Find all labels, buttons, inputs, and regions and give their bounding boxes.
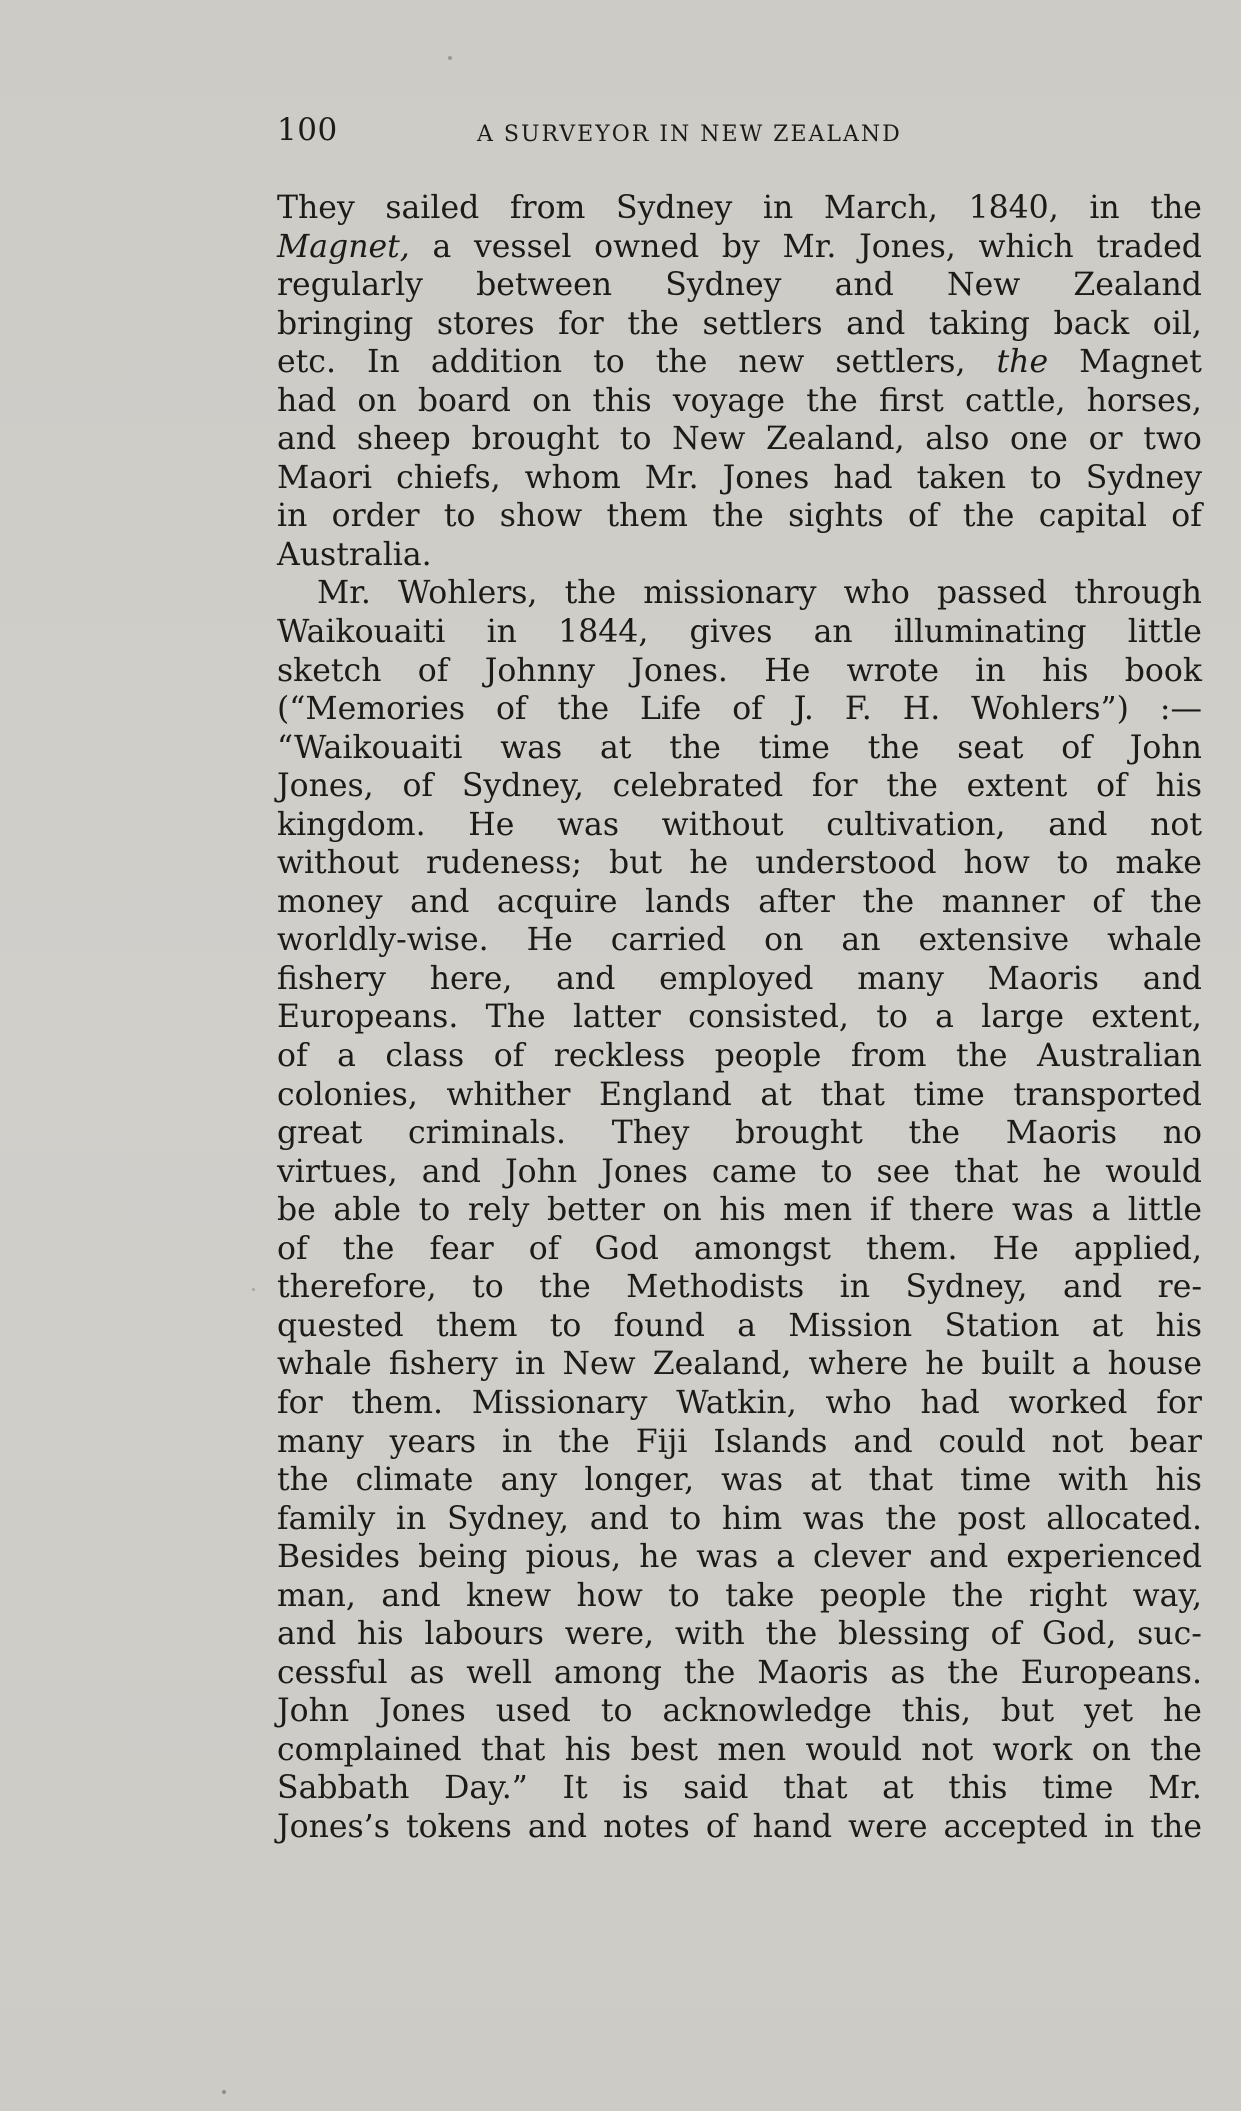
text-line: regularly between Sydney and New Zealand: [277, 267, 1202, 304]
text-line: “Waikouaiti was at the time the seat of John: [277, 729, 1202, 766]
text-line: virtues, and John Jones came to see that he would: [277, 1153, 1202, 1190]
text-line: of a class of reckless people from the Australian: [277, 1038, 1202, 1075]
text-line: bringing stores for the settlers and taking back oil,: [277, 305, 1202, 342]
text-line: be able to rely better on his men if there was a little: [277, 1192, 1202, 1229]
text-line: sketch of Johnny Jones. He wrote in his book: [277, 652, 1202, 689]
text-line: (“Memories of the Life of J. F. H. Wohlers”) :—: [277, 691, 1202, 728]
text-line: whale fishery in New Zealand, where he built a house: [277, 1346, 1202, 1383]
text-line: John Jones used to acknowledge this, but yet he: [277, 1693, 1202, 1730]
text-line: Australia.: [277, 536, 432, 573]
page-header: [277, 112, 1202, 152]
text-line: Besides being pious, he was a clever and experienced: [277, 1539, 1202, 1576]
paper-speck: [222, 2090, 226, 2094]
text-line: Sabbath Day.” It is said that at this time Mr.: [277, 1770, 1202, 1807]
text-line: Jones’s tokens and notes of hand were accepted in the: [277, 1808, 1202, 1845]
text-line: for them. Missionary Watkin, who had worked for: [277, 1384, 1202, 1421]
text-line: Maori chiefs, whom Mr. Jones had taken to Sydney: [277, 459, 1202, 496]
running-head: A SURVEYOR IN NEW ZEALAND: [477, 122, 902, 147]
text-line: They sailed from Sydney in March, 1840, in the: [277, 190, 1202, 226]
text-line: many years in the Fiji Islands and could not bear: [277, 1423, 1202, 1460]
text-line: Waikouaiti in 1844, gives an illuminating little: [277, 614, 1202, 651]
paper-speck: [252, 1288, 255, 1291]
text-line: family in Sydney, and to him was the post allocated.: [277, 1500, 1202, 1537]
text-line: great criminals. They brought the Maoris no: [277, 1115, 1202, 1152]
text-line: of the fear of God amongst them. He applied,: [277, 1230, 1202, 1267]
text-line: fishery here, and employed many Maoris and: [277, 960, 1202, 997]
text-line: money and acquire lands after the manner of the: [277, 883, 1202, 920]
text-line: Jones, of Sydney, celebrated for the extent of his: [277, 768, 1202, 805]
paper-speck: [448, 56, 452, 60]
page-number: 100: [277, 112, 338, 148]
text-line: complained that his best men would not work on the: [277, 1731, 1202, 1768]
text-line: etc. In addition to the new settlers, the Magnet: [277, 344, 1202, 381]
text-line: man, and knew how to take people the right way,: [277, 1577, 1202, 1614]
text-line: Europeans. The latter consisted, to a large extent,: [277, 999, 1202, 1036]
text-line: in order to show them the sights of the capital of: [277, 498, 1202, 535]
body-text: [277, 189, 1202, 1847]
text-line: colonies, whither England at that time transported: [277, 1076, 1202, 1113]
text-line: and sheep brought to New Zealand, also one or two: [277, 421, 1202, 458]
text-line: without rudeness; but he understood how to make: [277, 845, 1202, 882]
text-line: and his labours were, with the blessing of God, suc-: [277, 1616, 1202, 1653]
text-line: cessful as well among the Maoris as the Europeans.: [277, 1654, 1202, 1691]
text-line: worldly-wise. He carried on an extensive whale: [277, 922, 1202, 959]
text-line: Mr. Wohlers, the missionary who passed through: [317, 575, 1202, 612]
text-line: had on board on this voyage the first cattle, horses,: [277, 382, 1202, 419]
text-line: Magnet, a vessel owned by Mr. Jones, which traded: [277, 228, 1202, 265]
text-line: the climate any longer, was at that time with his: [277, 1462, 1202, 1499]
text-line: therefore, to the Methodists in Sydney, and re-: [277, 1269, 1202, 1306]
text-line: kingdom. He was without cultivation, and not: [277, 806, 1202, 843]
text-line: quested them to found a Mission Station at his: [277, 1307, 1202, 1344]
